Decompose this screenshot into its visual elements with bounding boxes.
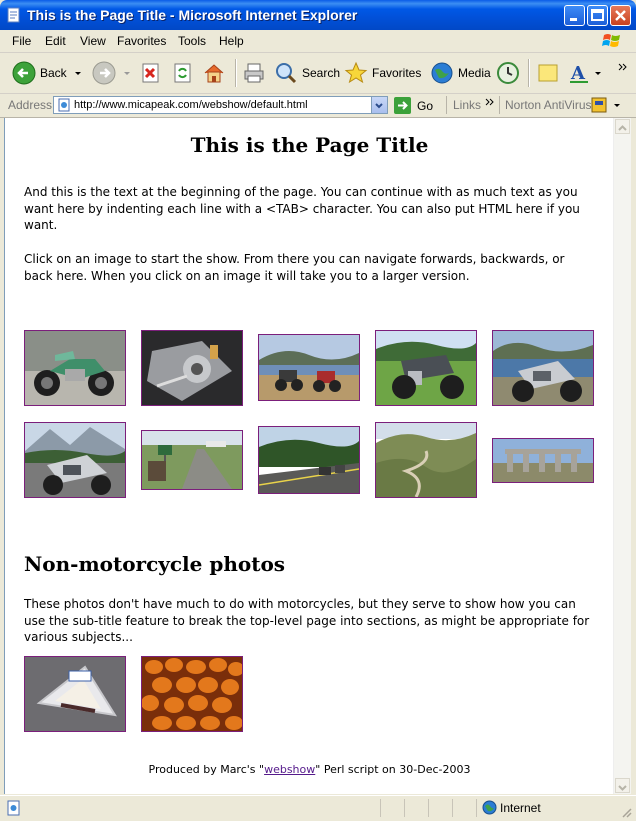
forward-arrow-icon xyxy=(92,61,116,85)
vertical-scrollbar[interactable] xyxy=(613,118,631,794)
star-icon xyxy=(344,61,368,85)
page-footer xyxy=(5,763,614,776)
ie-document-icon xyxy=(6,7,22,23)
chevron-down-icon[interactable] xyxy=(612,101,622,111)
norton-icon[interactable] xyxy=(591,97,607,113)
winding-road-image xyxy=(376,423,476,497)
go-label: Go xyxy=(417,98,434,113)
media-button[interactable] xyxy=(430,59,491,87)
chevron-down-icon[interactable] xyxy=(73,68,83,78)
photo-thumbnail-7[interactable] xyxy=(141,430,243,490)
section-paragraph: These photos don't have much to do with motorcycles, but they serve to show how you can use the sub-title feature to break the top-level page into sections, as might be appropriate for various subjects... xyxy=(24,597,590,644)
scroll-up-button[interactable] xyxy=(615,119,630,134)
bmw-meadow-image xyxy=(376,331,476,405)
home-button[interactable] xyxy=(202,59,226,87)
note-icon xyxy=(536,61,560,85)
photo-thumbnail-10[interactable] xyxy=(492,438,594,483)
windows-logo-icon xyxy=(602,31,622,51)
address-input[interactable] xyxy=(53,96,388,114)
silver-motorcycle-mountains-image xyxy=(25,423,125,497)
address-separator xyxy=(499,96,500,114)
photo-thumbnail-6[interactable] xyxy=(24,422,126,498)
go-button[interactable] xyxy=(394,97,433,114)
address-bar xyxy=(0,94,636,118)
intro-paragraph: And this is the text at the beginning of the page. You can continue with as much text as you want here by indenting each line with a <TAB> character. You can also put HTML here if you want. xyxy=(24,185,580,232)
favorites-button[interactable] xyxy=(344,59,421,87)
media-globe-icon xyxy=(430,61,454,85)
resize-grip-icon[interactable] xyxy=(620,806,632,818)
photo-thumbnail-pie[interactable] xyxy=(24,656,126,732)
motorcycle-green-image xyxy=(25,331,125,405)
page-title: This is the Page Title xyxy=(190,133,429,157)
photo-thumbnail-8[interactable] xyxy=(258,426,360,494)
page-viewport xyxy=(4,118,614,794)
instructions-paragraph: Click on an image to start the show. From there you can navigate forwards, backwards, or back here. When you click on an image it will take you to a larger version. xyxy=(24,252,565,283)
footer-prefix: Produced by Marc's " xyxy=(148,763,265,776)
webshow-link[interactable]: webshow xyxy=(264,763,316,776)
toolbar-separator xyxy=(235,59,237,87)
stop-button[interactable] xyxy=(140,59,162,87)
maximize-button[interactable] xyxy=(587,5,608,26)
photo-thumbnail-4[interactable] xyxy=(375,330,477,406)
back-arrow-icon xyxy=(12,61,36,85)
refresh-button[interactable] xyxy=(172,59,194,87)
chevron-down-icon[interactable] xyxy=(594,68,602,78)
home-icon xyxy=(202,61,226,85)
font-icon xyxy=(568,61,594,85)
road-signs-image xyxy=(142,431,242,489)
status-divider xyxy=(476,799,477,817)
section-subtitle: Non-motorcycle photos xyxy=(24,552,286,576)
font-size-button[interactable] xyxy=(568,59,602,87)
pumpkins-image xyxy=(142,657,242,731)
photo-thumbnail-pumpkins[interactable] xyxy=(141,656,243,732)
menu-help[interactable]: Help xyxy=(219,34,244,48)
forward-button[interactable] xyxy=(92,59,132,87)
print-button[interactable] xyxy=(242,59,266,87)
engine-closeup-image xyxy=(142,331,242,405)
menu-edit[interactable]: Edit xyxy=(45,34,66,48)
status-divider xyxy=(380,799,381,817)
chevron-down-icon[interactable] xyxy=(122,68,132,78)
menu-tools[interactable]: Tools xyxy=(178,34,207,48)
search-label: Search xyxy=(302,66,341,80)
page-done-icon xyxy=(6,800,22,816)
svg-text:A: A xyxy=(571,63,585,84)
search-icon xyxy=(274,61,298,85)
double-chevron-icon xyxy=(618,62,628,72)
scroll-down-button[interactable] xyxy=(615,778,630,793)
standard-toolbar xyxy=(0,53,636,94)
menu-file[interactable]: File xyxy=(12,34,32,48)
footer-suffix: " Perl script on 30-Dec-2003 xyxy=(315,763,471,776)
status-bar xyxy=(0,795,636,821)
mail-button[interactable] xyxy=(536,59,560,87)
photo-thumbnail-5[interactable] xyxy=(492,330,594,406)
menu-view[interactable]: View xyxy=(80,34,106,48)
search-button[interactable] xyxy=(274,59,340,87)
history-button[interactable] xyxy=(496,59,520,87)
menu-bar xyxy=(0,30,636,53)
title-bar[interactable] xyxy=(0,0,636,30)
links-label[interactable]: Links xyxy=(453,98,482,112)
status-divider xyxy=(428,799,429,817)
stonehenge-image xyxy=(493,439,593,482)
stop-icon xyxy=(140,62,162,84)
media-label: Media xyxy=(458,66,491,80)
norton-antivirus-label[interactable]: Norton AntiVirus xyxy=(505,98,592,112)
photo-thumbnail-1[interactable] xyxy=(24,330,126,406)
motorcycles-lake-image xyxy=(259,335,359,400)
pie-slice-image xyxy=(25,657,125,731)
toolbar-separator xyxy=(528,59,530,87)
address-dropdown-button[interactable] xyxy=(371,97,387,113)
status-divider xyxy=(452,799,453,817)
chevron-up-icon xyxy=(616,122,629,135)
menu-favorites[interactable]: Favorites xyxy=(117,34,167,48)
highway-image xyxy=(259,427,359,493)
print-icon xyxy=(242,61,266,85)
photo-thumbnail-2[interactable] xyxy=(141,330,243,406)
window-title: This is the Page Title - Microsoft Internet Explorer xyxy=(27,7,358,23)
photo-thumbnail-3[interactable] xyxy=(258,334,360,401)
back-label: Back xyxy=(40,66,67,80)
photo-thumbnail-9[interactable] xyxy=(375,422,477,498)
security-zone-label: Internet xyxy=(500,801,541,815)
close-button[interactable] xyxy=(610,5,631,26)
address-url: http://www.micapeak.com/webshow/default.html xyxy=(74,99,308,111)
double-chevron-icon[interactable] xyxy=(485,97,495,107)
status-divider xyxy=(404,799,405,817)
back-button[interactable] xyxy=(12,59,83,87)
chevron-down-icon xyxy=(372,98,386,112)
chevron-down-icon xyxy=(616,781,629,794)
internet-zone-globe-icon xyxy=(482,800,497,815)
address-separator xyxy=(446,96,447,114)
ie-page-icon xyxy=(57,98,71,112)
go-arrow-icon xyxy=(394,97,411,114)
history-icon xyxy=(496,61,520,85)
silver-motorcycle-lake-image xyxy=(493,331,593,405)
favorites-label: Favorites xyxy=(372,66,422,80)
minimize-button[interactable] xyxy=(564,5,585,26)
toolbar-overflow-chevron[interactable] xyxy=(618,53,628,81)
refresh-icon xyxy=(172,62,194,84)
address-label: Address xyxy=(8,98,53,112)
